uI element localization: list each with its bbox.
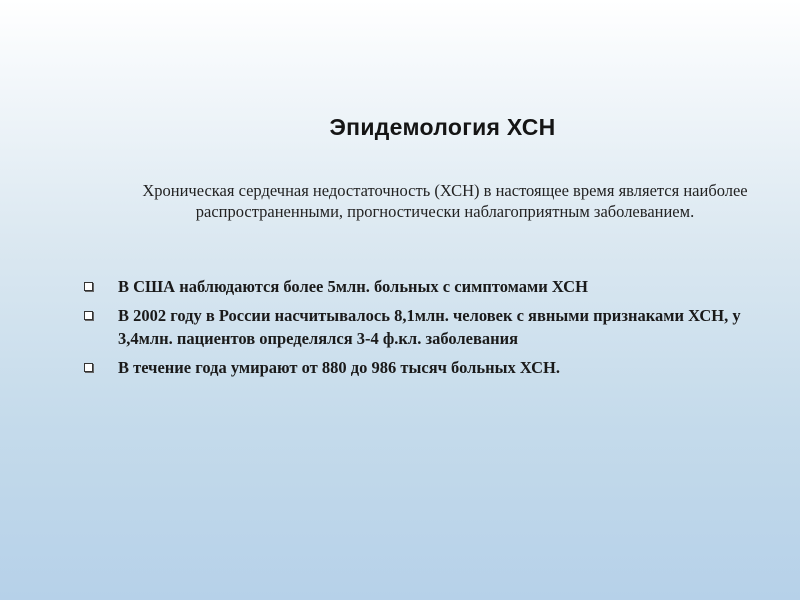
- bullet-text: В течение года умирают от 880 до 986 тысяч больных ХСН.: [118, 358, 561, 377]
- list-item: [80, 275, 795, 298]
- bullet-text: В США наблюдаются более 5млн. больных с симптомами ХСН: [118, 277, 588, 296]
- bullet-text: В 2002 году в России насчитывалось 8,1млн. человек с явными признаками ХСН, у 3,4млн. пациентов определялся 3-4 ф.кл. заболевания: [118, 306, 741, 348]
- bullet-list: [80, 275, 795, 385]
- list-item: [80, 304, 795, 350]
- square-bullet-icon: [84, 311, 93, 320]
- list-item: [80, 356, 795, 379]
- square-bullet-icon: [84, 282, 93, 291]
- intro-paragraph: Хроническая сердечная недостаточность (ХСН) в настоящее время является наиболее распространенными, прогностически наблагоприятным заболеванием.: [142, 181, 748, 221]
- square-bullet-icon: [84, 363, 93, 372]
- slide-title: Эпидемология ХСН: [329, 114, 556, 140]
